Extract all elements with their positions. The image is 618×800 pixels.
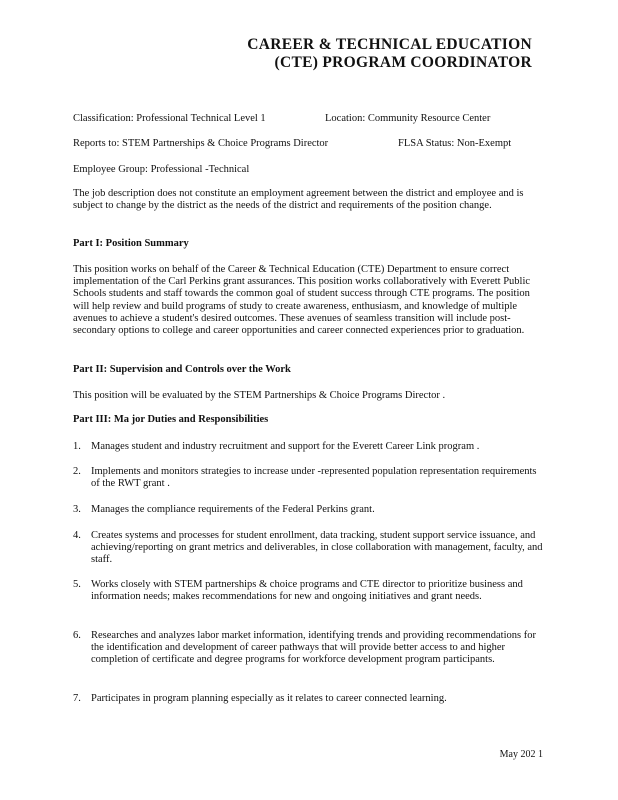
intro-paragraph: The job description does not constitute an employment agreement between the district and employee and is subject to change by the district as the needs of the district and requirements of the position change. [73, 188, 524, 212]
part1-heading: Part I: Position Summary [73, 238, 189, 249]
duty-text: Manages student and industry recruitment and support for the Everett Career Link program . [91, 441, 480, 452]
employee-group-field: Employee Group: Professional -Technical [73, 164, 250, 175]
part1-body: This position works on behalf of the Career & Technical Education (CTE) Department to ensure correct implementation of the Carl Perkins grant assurances. This position works collaboratively with Everett Public Schools students and staff towards the common goal of student success through CTE programs. The position will help review and build programs of study to create awareness, enthusiasm, and knowledge of multiple avenues to achieve a student's desired outcomes. These avenues of seamless transition will include post-secondary options to college and career opportunities and career connected experiences prior to graduation. [73, 264, 531, 337]
duty-number: 7. [73, 693, 81, 704]
classification-field: Classification: Professional Technical Level 1 [73, 113, 266, 124]
flsa-status-field: FLSA Status: Non-Exempt [398, 138, 512, 149]
title-line-2: (CTE) PROGRAM COORDINATOR [274, 54, 532, 71]
document-title [247, 36, 532, 72]
duty-text: Participates in program planning especially as it relates to career connected learning. [91, 693, 447, 704]
part2-body: This position will be evaluated by the STEM Partnerships & Choice Programs Director . [73, 390, 446, 401]
duty-text: Works closely with STEM partnerships & choice programs and CTE director to prioritize business and information needs; makes recommendations for new and ongoing initiatives and grant needs. [91, 579, 523, 603]
duty-number: 5. [73, 579, 81, 590]
duty-number: 2. [73, 466, 81, 477]
footer-date: May 202 1 [499, 749, 543, 760]
reports-to-field: Reports to: STEM Partnerships & Choice Programs Director [73, 138, 329, 149]
duty-number: 4. [73, 530, 81, 541]
location-field: Location: Community Resource Center [325, 113, 491, 124]
duty-text: Implements and monitors strategies to increase under -represented population representation requirements of the RWT grant . [91, 466, 537, 490]
duty-number: 3. [73, 504, 81, 515]
title-line-1: CAREER & TECHNICAL EDUCATION [247, 36, 532, 53]
meta-row-classification [73, 113, 491, 124]
duty-text: Creates systems and processes for student enrollment, data tracking, student support service issuance, and achieving/reporting on grant metrics and deliverables, in close collaboration with management, faculty, and staff. [91, 530, 543, 566]
part3-heading: Part III: Ma jor Duties and Responsibilities [73, 414, 269, 425]
meta-row-reports [73, 138, 512, 149]
part2-heading: Part II: Supervision and Controls over the Work [73, 364, 291, 375]
duty-text: Researches and analyzes labor market information, identifying trends and providing recommendations for the identification and development of career pathways that will provide better access to and higher completion of certificate and degree programs for workforce development program participants. [91, 630, 536, 666]
duty-text: Manages the compliance requirements of the Federal Perkins grant. [91, 504, 375, 515]
duty-number: 1. [73, 441, 81, 452]
duty-number: 6. [73, 630, 81, 641]
